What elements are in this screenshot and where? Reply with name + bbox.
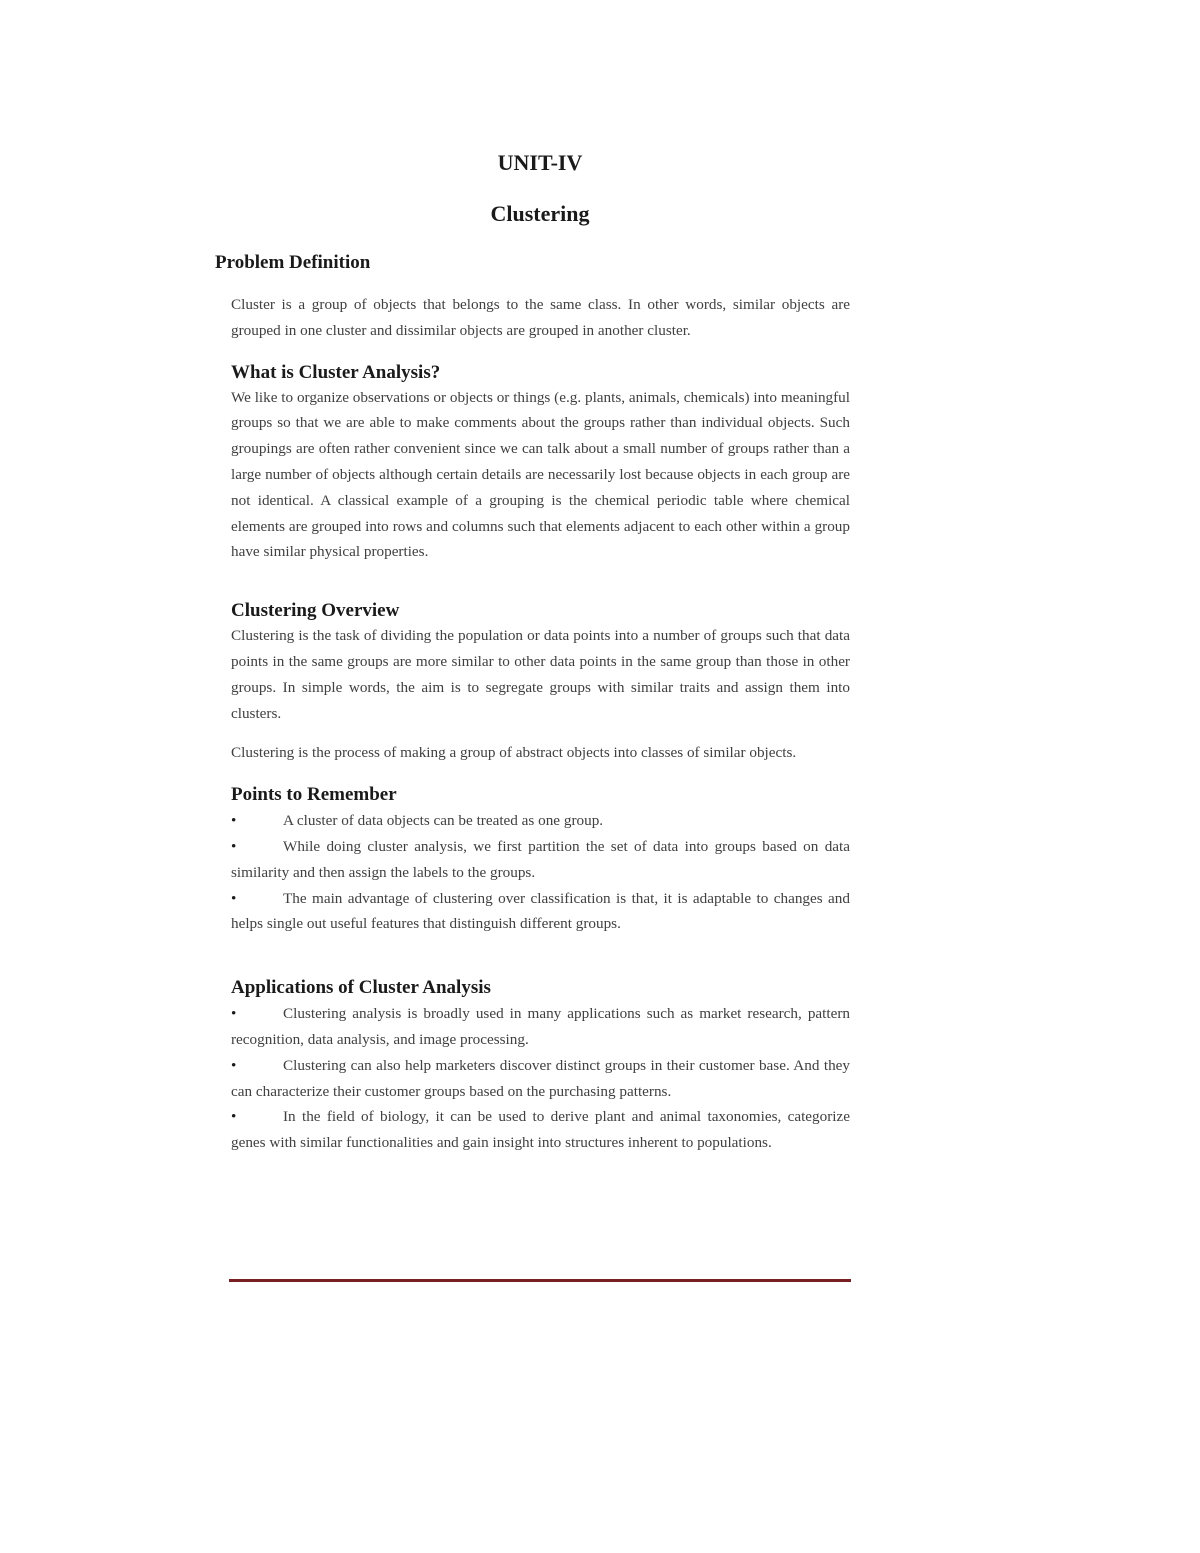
list-item: [231, 808, 850, 834]
list-item-text: While doing cluster analysis, we first partition the set of data into groups based on data similarity and then assign the labels to the groups.: [231, 837, 850, 881]
horizontal-rule: [229, 1279, 851, 1282]
unit-title: UNIT-IV: [497, 150, 583, 175]
list-item: [231, 834, 850, 886]
document-body: [231, 292, 850, 1156]
problem-definition-heading: Problem Definition: [215, 252, 371, 273]
clustering-overview-text-1: Clustering is the task of dividing the population or data points into a number of groups such that data points in the same groups are more similar to other data points in the same group than those in other groups. In simple words, the aim is to segregate groups with similar traits and assign them into clusters.: [231, 627, 850, 722]
bullet-icon: •: [231, 1108, 237, 1126]
clustering-overview-text-2: Clustering is the process of making a group of abstract objects into classes of similar objects.: [231, 744, 797, 762]
points-list: [231, 808, 850, 937]
clustering-overview-heading: Clustering Overview: [231, 600, 400, 622]
problem-definition-text: Cluster is a group of objects that belongs to the same class. In other words, similar objects are grouped in one cluster and dissimilar objects are grouped in another cluster.: [231, 296, 850, 339]
list-item: [231, 1104, 850, 1156]
applications-heading: Applications of Cluster Analysis: [231, 977, 491, 999]
list-item-text: Clustering analysis is broadly used in many applications such as market research, pattern recognition, data analysis, and image processing.: [231, 1005, 850, 1048]
list-item: [231, 886, 850, 938]
list-item-text: The main advantage of clustering over classification is that, it is adaptable to changes and helps single out useful features that distinguish different groups.: [231, 889, 850, 933]
bullet-icon: •: [231, 1056, 237, 1074]
bullet-icon: •: [231, 837, 237, 855]
list-item-text: A cluster of data objects can be treated as one group.: [283, 812, 604, 830]
points-to-remember-heading: Points to Remember: [231, 784, 397, 806]
list-item: [231, 1053, 850, 1105]
list-item: [231, 1001, 850, 1053]
cluster-analysis-heading: What is Cluster Analysis?: [231, 361, 441, 383]
bullet-icon: •: [231, 812, 237, 830]
list-item-text: Clustering can also help marketers discover distinct groups in their customer base. And they can characterize their customer groups based on the purchasing patterns.: [231, 1056, 850, 1100]
applications-list: [231, 1001, 850, 1156]
bullet-icon: •: [231, 1005, 237, 1023]
cluster-analysis-text: We like to organize observations or objects or things (e.g. plants, animals, chemicals) into meaningful groups so that we are able to make comments about the groups rather than individual objects. Such groupings are often rather convenient since we can talk about a small number of groups rather than a large number of objects although certain details are necessarily lost because objects in each group are not identical. A classical example of a grouping is the chemical periodic table where chemical elements are grouped into rows and columns such that elements adjacent to each other within a group have similar physical properties.: [231, 388, 850, 561]
list-item-text: In the field of biology, it can be used to derive plant and animal taxonomies, categorize genes with similar functionalities and gain insight into structures inherent to populations.: [231, 1108, 850, 1152]
bullet-icon: •: [231, 889, 237, 907]
page-title: Clustering: [490, 201, 590, 226]
